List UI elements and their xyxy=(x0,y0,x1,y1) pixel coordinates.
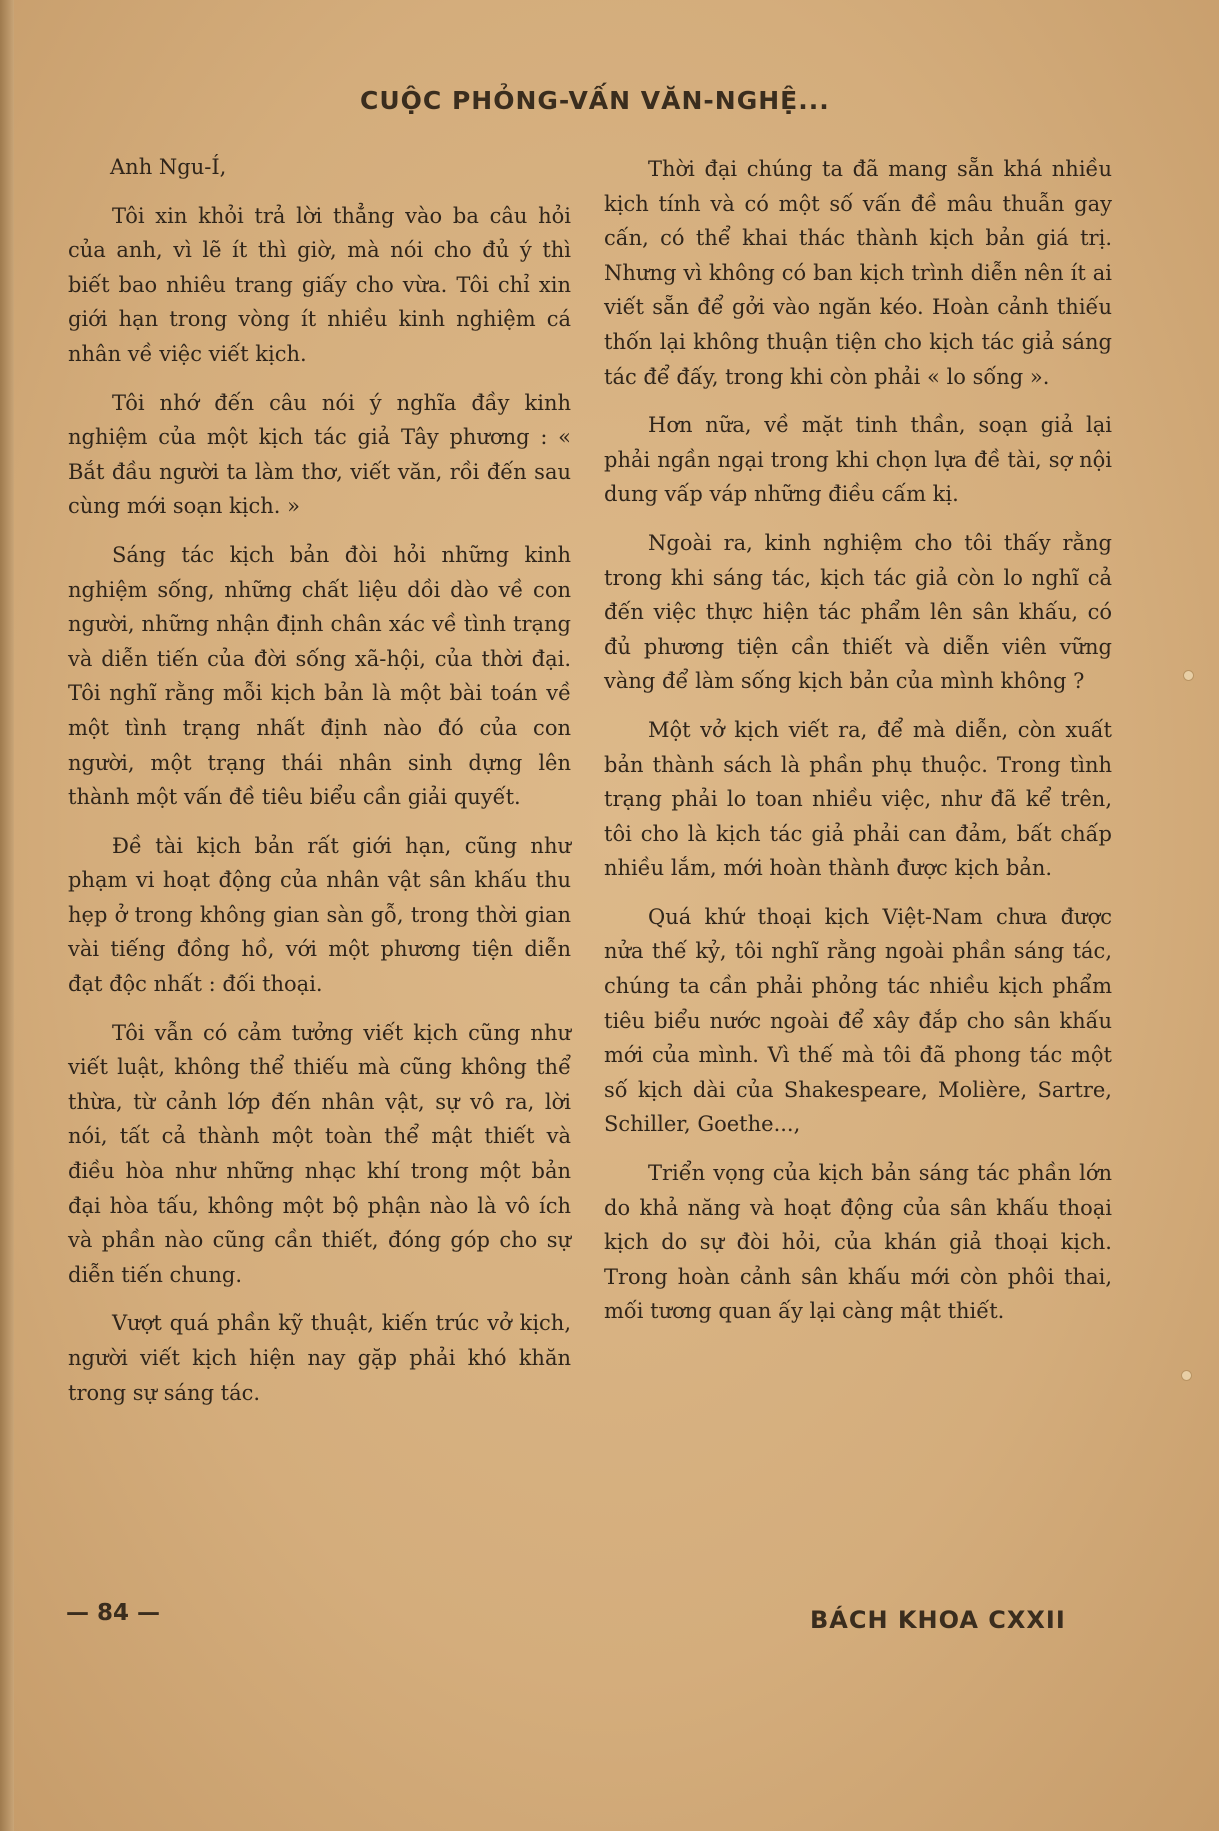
left-column xyxy=(68,150,571,1424)
paragraph: Tôi vẫn có cảm tưởng viết kịch cũng như viết luật, không thể thiếu mà cũng không thể thừa, từ cảnh lớp đến nhân vật, sự vô ra, lời nói, tất cả thành một toàn thể mật thiết và điều hòa như những nhạc khí trong một bản đại hòa tấu, không một bộ phận nào là vô ích và phần nào cũng cần thiết, đóng góp cho sự diễn tiến chung. xyxy=(68,1020,571,1287)
paragraph: Thời đại chúng ta đã mang sẵn khá nhiều kịch tính và có một số vấn đề mâu thuẫn gay cấn, có thể khai thác thành kịch bản giá trị. Nhưng vì không có ban kịch trình diễn nên ít ai viết sẵn để gởi vào ngăn kéo. Hoàn cảnh thiếu thốn lại không thuận tiện cho kịch tác giả sáng tác để đấy, trong khi còn phải « lo sống ». xyxy=(604,157,1112,389)
paragraph: Triển vọng của kịch bản sáng tác phần lớn do khả năng và hoạt động của sân khấu thoại kịch do sự đòi hỏi, của khán giả thoại kịch. Trong hoàn cảnh sân khấu mới còn phôi thai, mối tương quan ấy lại càng mật thiết. xyxy=(604,1161,1112,1324)
magazine-issue: BÁCH KHOA CXXII xyxy=(810,1606,1066,1634)
right-column xyxy=(604,152,1112,1343)
paragraph: Hơn nữa, về mặt tinh thần, soạn giả lại phải ngần ngại trong khi chọn lựa đề tài, sợ nội dung vấp váp những điều cấm kị. xyxy=(604,413,1112,507)
paragraph: Một vở kịch viết ra, để mà diễn, còn xuất bản thành sách là phần phụ thuộc. Trong tình trạng phải lo toan nhiều việc, như đã kể trên, tôi cho là kịch tác giả phải can đảm, bất chấp nhiều lắm, mới hoàn thành được kịch bản. xyxy=(604,717,1112,881)
paragraph: Tôi nhớ đến câu nói ý nghĩa đầy kinh nghiệm của một kịch tác giả Tây phương : « Bắt đầu người ta làm thơ, viết văn, rồi đến sau cùng mới soạn kịch. » xyxy=(68,390,571,519)
page-spine-shadow xyxy=(0,0,14,1831)
paragraph: Vượt quá phần kỹ thuật, kiến trúc vở kịch, người viết kịch hiện nay gặp phải khó khăn trong sự sáng tác. xyxy=(68,1311,571,1405)
paragraph: Ngoài ra, kinh nghiệm cho tôi thấy rằng trong khi sáng tác, kịch tác giả còn lo nghĩ cả đến việc thực hiện tác phẩm lên sân khấu, có đủ phương tiện cần thiết và diễn viên vững vàng để làm sống kịch bản của mình không ? xyxy=(604,530,1112,694)
paragraph: Đề tài kịch bản rất giới hạn, cũng như phạm vi hoạt động của nhân vật sân khấu thu hẹp ở trong không gian sàn gỗ, trong thời gian vài tiếng đồng hồ, với một phương tiện diễn đạt độc nhất : đối thoại. xyxy=(68,833,571,997)
page-number: — 84 — xyxy=(66,1600,161,1626)
running-title: CUỘC PHỎNG-VẤN VĂN-NGHỆ... xyxy=(360,86,830,115)
salutation: Anh Ngu-Í, xyxy=(110,155,227,179)
paragraph: Quá khứ thoại kịch Việt-Nam chưa được nửa thế kỷ, tôi nghĩ rằng ngoài phần sáng tác, chúng ta cần phải phỏng tác nhiều kịch phẩm tiêu biểu nước ngoài để xây đắp cho sân khấu mới của mình. Vì thế mà tôi đã phong tác một số kịch dài của Shakespeare, Molière, Sartre, Schiller, Goethe..., xyxy=(604,904,1112,1137)
binding-hole xyxy=(1181,1370,1192,1381)
paragraph: Sáng tác kịch bản đòi hỏi những kinh nghiệm sống, những chất liệu dồi dào về con người, những nhận định chân xác về tình trạng và diễn tiến của đời sống xã-hội, của thời đại. Tôi nghĩ rằng mỗi kịch bản là một bài toán về một tình trạng nhất định nào đó của con người, một trạng thái nhân sinh dựng lên thành một vấn đề tiêu biểu cần giải quyết. xyxy=(68,542,571,810)
binding-hole xyxy=(1183,670,1194,681)
paragraph: Tôi xin khỏi trả lời thẳng vào ba câu hỏi của anh, vì lẽ ít thì giờ, mà nói cho đủ ý thì biết bao nhiêu trang giấy cho vừa. Tôi chỉ xin giới hạn trong vòng ít nhiều kinh nghiệm cá nhân về việc viết kịch. xyxy=(68,203,571,366)
